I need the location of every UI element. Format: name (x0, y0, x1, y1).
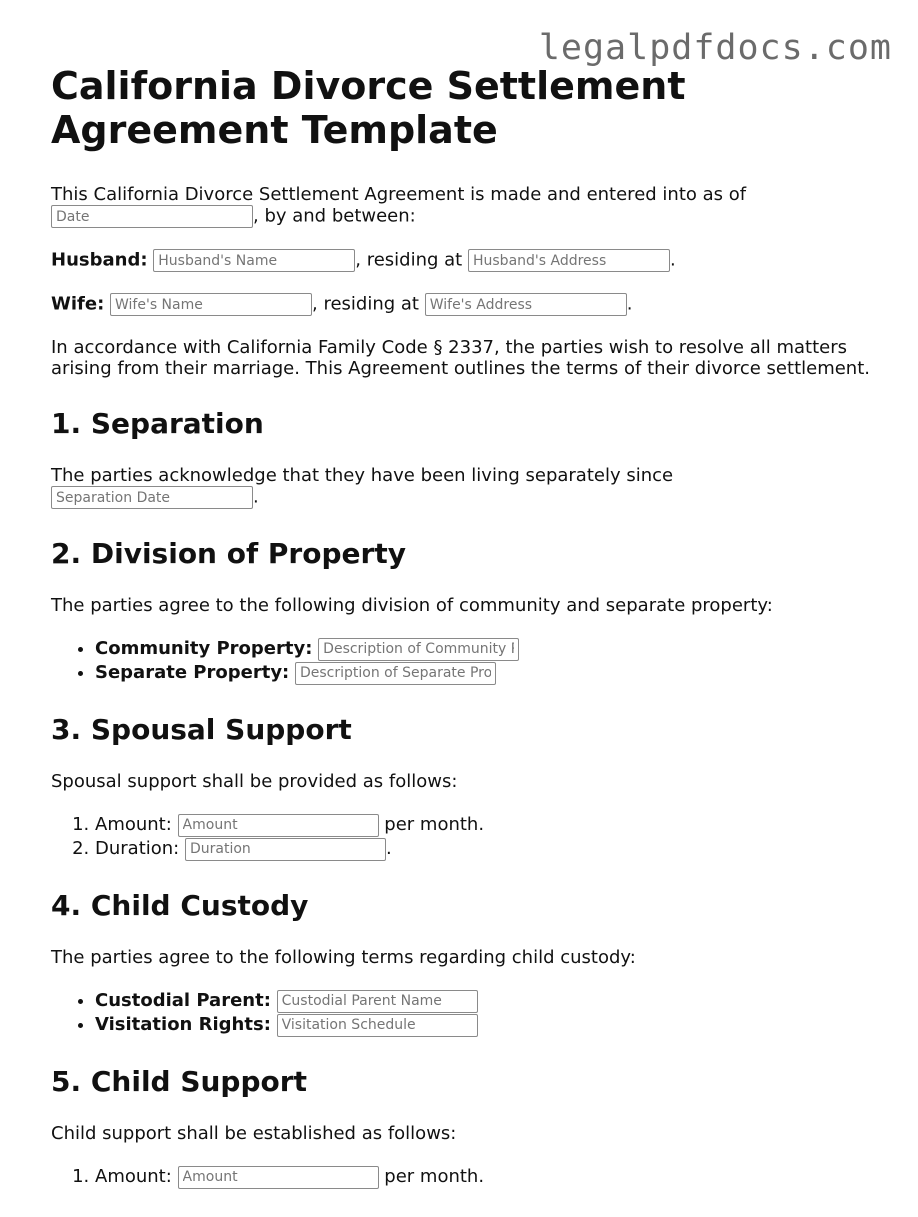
intro-text-after: , by and between: (253, 205, 416, 227)
husband-end: . (669, 249, 676, 271)
child-support-text: Child support shall be established as follows: (51, 1123, 457, 1144)
spousal-duration-label: Duration: (95, 838, 180, 859)
custody-text: The parties agree to the following terms regarding child custody: (51, 947, 636, 968)
visitation-rights-field[interactable] (277, 1014, 478, 1037)
section-custody-heading: 4. Child Custody (51, 889, 309, 922)
document-page (51, 64, 871, 1217)
husband-name-field[interactable] (153, 249, 355, 272)
section-spousal-heading: 3. Spousal Support (51, 713, 352, 746)
separation-date-field[interactable] (51, 486, 253, 509)
date-field[interactable] (51, 205, 253, 228)
list-item (95, 661, 871, 685)
list-item (95, 1013, 871, 1037)
husband-line (51, 249, 871, 272)
spousal-text: Spousal support shall be provided as follows: (51, 771, 458, 792)
child-support-amount-field[interactable] (178, 1166, 379, 1189)
separate-property-field[interactable] (295, 662, 496, 685)
husband-residing-text: , residing at (355, 249, 463, 271)
document-title: California Divorce Settlement Agreement Template (51, 64, 686, 152)
list-item (95, 813, 871, 837)
wife-address-field[interactable] (425, 293, 627, 316)
intro-text: This California Divorce Settlement Agreement is made and entered into as of (51, 184, 747, 205)
list-item (95, 1165, 871, 1189)
wife-label: Wife: (51, 293, 105, 315)
wife-line (51, 293, 871, 316)
section-property-heading: 2. Division of Property (51, 537, 406, 570)
community-property-label: Community Property: (95, 638, 313, 659)
section-child-support-heading: 5. Child Support (51, 1065, 307, 1098)
section-separation-heading: 1. Separation (51, 407, 264, 440)
purpose-paragraph: In accordance with California Family Code § 2337, the parties wish to resolve all matters arising from their marriage. This Agreement outlines the terms of their divorce settlement. (51, 337, 870, 379)
spousal-duration-suffix: . (385, 838, 392, 859)
wife-residing-text: , residing at (312, 293, 419, 315)
husband-address-field[interactable] (468, 249, 670, 272)
community-property-field[interactable] (318, 638, 519, 661)
list-item (95, 637, 871, 661)
child-support-amount-suffix: per month. (384, 1166, 485, 1187)
spousal-amount-label: Amount: (95, 814, 172, 835)
child-support-list (51, 1165, 871, 1189)
custody-list (51, 989, 871, 1037)
wife-name-field[interactable] (110, 293, 312, 316)
intro-paragraph (51, 184, 871, 228)
watermark: legalpdfdocs.com (538, 28, 892, 68)
list-item (95, 837, 871, 861)
custodial-parent-label: Custodial Parent: (95, 990, 271, 1011)
separation-paragraph (51, 465, 871, 509)
child-support-amount-label: Amount: (95, 1166, 172, 1187)
list-item (95, 989, 871, 1013)
spousal-duration-field[interactable] (185, 838, 386, 861)
spousal-amount-suffix: per month. (384, 814, 485, 835)
custodial-parent-field[interactable] (277, 990, 478, 1013)
wife-end: . (626, 293, 633, 315)
separation-end: . (253, 486, 259, 508)
property-text: The parties agree to the following division of community and separate property: (51, 595, 773, 616)
visitation-rights-label: Visitation Rights: (95, 1014, 271, 1035)
property-list (51, 637, 871, 685)
spousal-amount-field[interactable] (178, 814, 379, 837)
separate-property-label: Separate Property: (95, 662, 290, 683)
spousal-list (51, 813, 871, 861)
husband-label: Husband: (51, 249, 148, 271)
separation-text: The parties acknowledge that they have been living separately since (51, 465, 674, 486)
